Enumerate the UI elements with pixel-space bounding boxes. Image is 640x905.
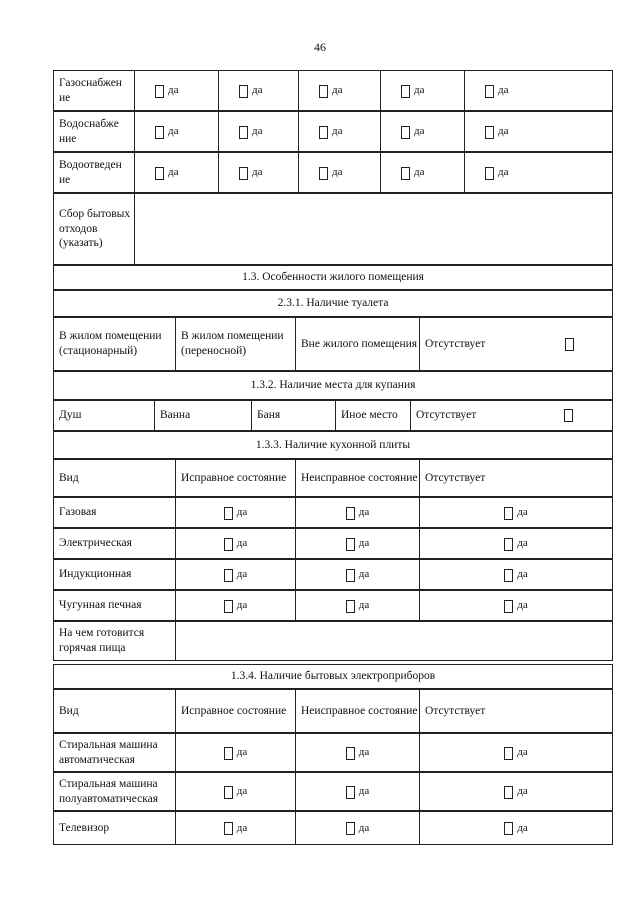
stove-row	[53, 497, 613, 528]
stove-hot-food-label: На чем готовится горячая пища	[59, 627, 145, 654]
utility-yes-option[interactable]	[155, 165, 178, 179]
toilet-option-portable: В жилом помещении (переносной)	[175, 318, 295, 370]
appliances-yes-option-checkbox[interactable]	[224, 747, 233, 760]
appliances-yes-option-label: да	[358, 785, 370, 798]
bathing-absent-label: Отсутствует	[416, 409, 477, 422]
section-1-3-row	[53, 265, 613, 290]
utility-yes-option-label: да	[168, 166, 179, 179]
appliances-row-label: Телевизор	[59, 821, 110, 834]
stove-yes-option-checkbox[interactable]	[224, 569, 233, 582]
stove-row-label: Чугунная печная	[59, 599, 142, 612]
utility-yes-option-checkbox[interactable]	[239, 126, 248, 139]
stove-row	[53, 528, 613, 559]
appliances-yes-option[interactable]	[346, 821, 369, 835]
stove-option-cell	[295, 560, 419, 589]
stove-hot-food-input[interactable]	[175, 622, 612, 660]
stove-yes-option-checkbox[interactable]	[504, 569, 513, 582]
utility-yes-option-label: да	[498, 84, 509, 97]
stove-option-cell	[175, 591, 295, 620]
appliances-yes-option[interactable]	[346, 784, 369, 798]
utility-yes-option-checkbox[interactable]	[485, 85, 494, 98]
appliances-header-row	[53, 689, 613, 733]
utility-yes-option[interactable]	[319, 83, 342, 97]
stove-yes-option-checkbox[interactable]	[504, 507, 513, 520]
utility-yes-option[interactable]	[319, 124, 342, 138]
utility-option-cell	[218, 153, 298, 192]
page-number: 46	[314, 40, 326, 54]
stove-yes-option[interactable]	[224, 536, 247, 550]
stove-yes-option-label: да	[236, 537, 248, 550]
appliances-yes-option-label: да	[517, 821, 528, 834]
appliances-row-label: Стиральная машина полуавтоматическая	[59, 777, 159, 805]
appliances-option-cell	[175, 773, 295, 810]
appliances-yes-option-checkbox[interactable]	[346, 786, 355, 799]
utility-yes-option[interactable]	[485, 165, 508, 179]
stove-yes-option[interactable]	[346, 567, 369, 581]
stove-yes-option[interactable]	[504, 598, 527, 612]
stove-title: 1.3.3. Наличие кухонной плиты	[255, 438, 411, 451]
stove-yes-option[interactable]	[224, 505, 247, 519]
stove-row-label: Газовая	[59, 506, 97, 519]
toilet-title-row	[53, 290, 613, 317]
appliances-yes-option[interactable]	[224, 821, 247, 835]
stove-yes-option[interactable]	[504, 567, 527, 581]
appliances-yes-option-checkbox[interactable]	[504, 786, 513, 799]
appliances-yes-option-label: да	[358, 821, 370, 834]
stove-yes-option-label: да	[358, 537, 370, 550]
utility-row	[53, 70, 613, 111]
utility-yes-option-checkbox[interactable]	[485, 126, 494, 139]
utility-yes-option-checkbox[interactable]	[401, 85, 410, 98]
appliances-row	[53, 733, 613, 772]
appliances-yes-option[interactable]	[224, 784, 247, 798]
bathing-options-row	[53, 400, 613, 431]
utility-label: Водоснабже ние	[59, 117, 119, 145]
toilet-option-absent	[419, 318, 612, 370]
stove-option-cell	[419, 560, 612, 589]
waste-input[interactable]	[134, 194, 612, 264]
utility-option-cell	[134, 153, 218, 192]
stove-yes-option-checkbox[interactable]	[346, 569, 355, 582]
stove-header-3: Отсутствует	[419, 460, 612, 496]
toilet-title: 2.3.1. Наличие туалета	[277, 297, 389, 310]
utility-yes-option-checkbox[interactable]	[155, 126, 164, 139]
stove-option-cell	[295, 498, 419, 527]
toilet-option-stationary: В жилом помещении (стационарный)	[59, 330, 162, 357]
appliances-yes-option-label: да	[236, 746, 248, 759]
appliances-option-cell	[295, 812, 419, 844]
appliances-header-0: Вид	[59, 704, 79, 717]
stove-yes-option-label: да	[517, 599, 528, 612]
stove-yes-option-checkbox[interactable]	[224, 507, 233, 520]
utility-option-cell	[464, 112, 612, 151]
stove-option-cell	[419, 591, 612, 620]
stove-row-label: Электрическая	[59, 537, 132, 550]
utility-yes-option-checkbox[interactable]	[401, 126, 410, 139]
stove-option-cell	[175, 498, 295, 527]
toilet-options-row	[53, 317, 613, 371]
stove-title-row	[53, 431, 613, 459]
utility-label: Водоотведен ие	[59, 158, 122, 186]
bathing-option-other: Иное место	[335, 401, 410, 430]
appliances-yes-option-label: да	[358, 746, 370, 759]
stove-yes-option[interactable]	[346, 505, 369, 519]
utility-yes-option-checkbox[interactable]	[155, 85, 164, 98]
utility-yes-option-label: да	[252, 125, 263, 138]
utility-option-cell	[380, 112, 464, 151]
stove-option-cell	[419, 529, 612, 558]
utility-label: Газоснабжен ие	[59, 76, 122, 104]
stove-yes-option[interactable]	[504, 536, 527, 550]
utility-yes-option-checkbox[interactable]	[319, 167, 328, 180]
appliances-row	[53, 811, 613, 845]
appliances-yes-option[interactable]	[224, 745, 247, 759]
utility-option-cell	[298, 71, 380, 110]
utility-option-cell	[380, 153, 464, 192]
utility-row	[53, 152, 613, 193]
stove-yes-option-label: да	[517, 506, 528, 519]
utility-yes-option-label: да	[332, 166, 343, 179]
utility-yes-option[interactable]	[485, 124, 508, 138]
bathing-option-banya: Баня	[251, 401, 335, 430]
appliances-yes-option-label: да	[517, 785, 528, 798]
stove-yes-option[interactable]	[346, 598, 369, 612]
stove-extra-row	[53, 621, 613, 661]
stove-yes-option-label: да	[358, 599, 370, 612]
stove-yes-option-label: да	[236, 599, 248, 612]
stove-option-cell	[175, 560, 295, 589]
utility-yes-option-checkbox[interactable]	[155, 167, 164, 180]
appliances-option-cell	[419, 773, 612, 810]
utility-yes-option[interactable]	[401, 124, 424, 138]
utility-option-cell	[134, 112, 218, 151]
appliances-yes-option[interactable]	[346, 745, 369, 759]
stove-yes-option[interactable]	[504, 505, 527, 519]
appliances-title-row	[53, 664, 613, 689]
stove-yes-option-checkbox[interactable]	[224, 538, 233, 551]
utility-yes-option[interactable]	[155, 124, 178, 138]
utility-yes-option-label: да	[168, 84, 179, 97]
stove-row-label: Индукционная	[59, 568, 132, 581]
utility-yes-option-label: да	[332, 125, 343, 138]
stove-option-cell	[295, 591, 419, 620]
stove-header-2: Неисправное состояние	[295, 460, 419, 496]
stove-option-cell	[175, 529, 295, 558]
utility-option-cell	[464, 153, 612, 192]
utility-option-cell	[298, 112, 380, 151]
stove-yes-option-label: да	[236, 506, 248, 519]
utility-yes-option-checkbox[interactable]	[485, 167, 494, 180]
appliances-yes-option-checkbox[interactable]	[224, 822, 233, 835]
appliances-header-1: Исправное состояние	[175, 690, 295, 732]
stove-header-0: Вид	[59, 471, 79, 484]
utility-yes-option-label: да	[414, 125, 425, 138]
utility-option-cell	[218, 71, 298, 110]
stove-yes-option[interactable]	[224, 567, 247, 581]
appliances-row-label: Стиральная машина автоматическая	[59, 738, 158, 766]
appliances-yes-option-checkbox[interactable]	[224, 786, 233, 799]
utility-yes-option[interactable]	[239, 83, 262, 97]
utility-yes-option-checkbox[interactable]	[319, 85, 328, 98]
utility-yes-option[interactable]	[239, 124, 262, 138]
stove-option-cell	[419, 498, 612, 527]
stove-yes-option[interactable]	[224, 598, 247, 612]
stove-header-row	[53, 459, 613, 497]
utility-yes-option-checkbox[interactable]	[239, 167, 248, 180]
stove-yes-option-checkbox[interactable]	[504, 538, 513, 551]
utility-yes-option-label: да	[252, 166, 263, 179]
stove-yes-option[interactable]	[346, 536, 369, 550]
bathing-option-bath: Ванна	[154, 401, 251, 430]
section-1-3-title: 1.3. Особенности жилого помещения	[242, 271, 424, 284]
utility-option-cell	[218, 112, 298, 151]
appliances-yes-option-checkbox[interactable]	[504, 747, 513, 760]
toilet-absent-label: Отсутствует	[425, 337, 486, 350]
utility-yes-option[interactable]	[239, 165, 262, 179]
appliances-yes-option[interactable]	[504, 745, 527, 759]
utility-yes-option[interactable]	[485, 83, 508, 97]
appliances-yes-option-label: да	[517, 746, 528, 759]
utility-yes-option-label: да	[252, 84, 263, 97]
stove-yes-option-checkbox[interactable]	[224, 600, 233, 613]
waste-label: Сбор бытовых отходов (указать)	[59, 207, 131, 250]
appliances-row	[53, 772, 613, 811]
bathing-title-row	[53, 371, 613, 400]
stove-yes-option-label: да	[358, 506, 370, 519]
waste-row	[53, 193, 613, 265]
utility-option-cell	[134, 71, 218, 110]
stove-yes-option-checkbox[interactable]	[346, 538, 355, 551]
utility-yes-option-label: да	[414, 166, 425, 179]
utility-option-cell	[464, 71, 612, 110]
utility-row	[53, 111, 613, 152]
appliances-option-cell	[419, 734, 612, 771]
appliances-option-cell	[175, 734, 295, 771]
utility-yes-option[interactable]	[401, 165, 424, 179]
appliances-yes-option[interactable]	[504, 784, 527, 798]
appliances-yes-option[interactable]	[504, 821, 527, 835]
utility-yes-option[interactable]	[319, 165, 342, 179]
utility-yes-option-label: да	[498, 166, 509, 179]
stove-yes-option-checkbox[interactable]	[346, 507, 355, 520]
appliances-yes-option-checkbox[interactable]	[346, 747, 355, 760]
utility-yes-option-label: да	[168, 125, 179, 138]
utility-yes-option-label: да	[498, 125, 509, 138]
appliances-yes-option-checkbox[interactable]	[504, 822, 513, 835]
appliances-option-cell	[175, 812, 295, 844]
utility-yes-option-label: да	[414, 84, 425, 97]
appliances-header-2: Неисправное состояние	[295, 690, 419, 732]
stove-yes-option-checkbox[interactable]	[504, 600, 513, 613]
utility-yes-option-label: да	[332, 84, 343, 97]
utility-yes-option[interactable]	[401, 83, 424, 97]
utility-yes-option-checkbox[interactable]	[319, 126, 328, 139]
appliances-option-cell	[419, 812, 612, 844]
stove-header-1: Исправное состояние	[175, 460, 295, 496]
appliances-option-cell	[295, 773, 419, 810]
appliances-yes-option-label: да	[236, 785, 248, 798]
utility-yes-option[interactable]	[155, 83, 178, 97]
appliances-option-cell	[295, 734, 419, 771]
stove-yes-option-label: да	[517, 537, 528, 550]
stove-row	[53, 559, 613, 590]
toilet-absent-checkbox[interactable]	[565, 338, 574, 351]
toilet-option-outside: Вне жилого помещения	[295, 318, 419, 370]
appliances-yes-option-checkbox[interactable]	[346, 822, 355, 835]
utility-option-cell	[380, 71, 464, 110]
bathing-option-shower: Душ	[59, 409, 82, 422]
appliances-title: 1.3.4. Наличие бытовых электроприборов	[230, 670, 436, 683]
utility-yes-option-checkbox[interactable]	[401, 167, 410, 180]
stove-yes-option-label: да	[358, 568, 370, 581]
utility-option-cell	[298, 153, 380, 192]
stove-yes-option-label: да	[517, 568, 528, 581]
utility-yes-option-checkbox[interactable]	[239, 85, 248, 98]
bathing-absent-checkbox[interactable]	[564, 409, 573, 422]
stove-row	[53, 590, 613, 621]
appliances-yes-option-label: да	[236, 821, 248, 834]
stove-yes-option-checkbox[interactable]	[346, 600, 355, 613]
appliances-header-3: Отсутствует	[419, 690, 612, 732]
bathing-option-absent	[410, 401, 612, 430]
stove-yes-option-label: да	[236, 568, 248, 581]
stove-option-cell	[295, 529, 419, 558]
bathing-title: 1.3.2. Наличие места для купания	[250, 379, 416, 392]
